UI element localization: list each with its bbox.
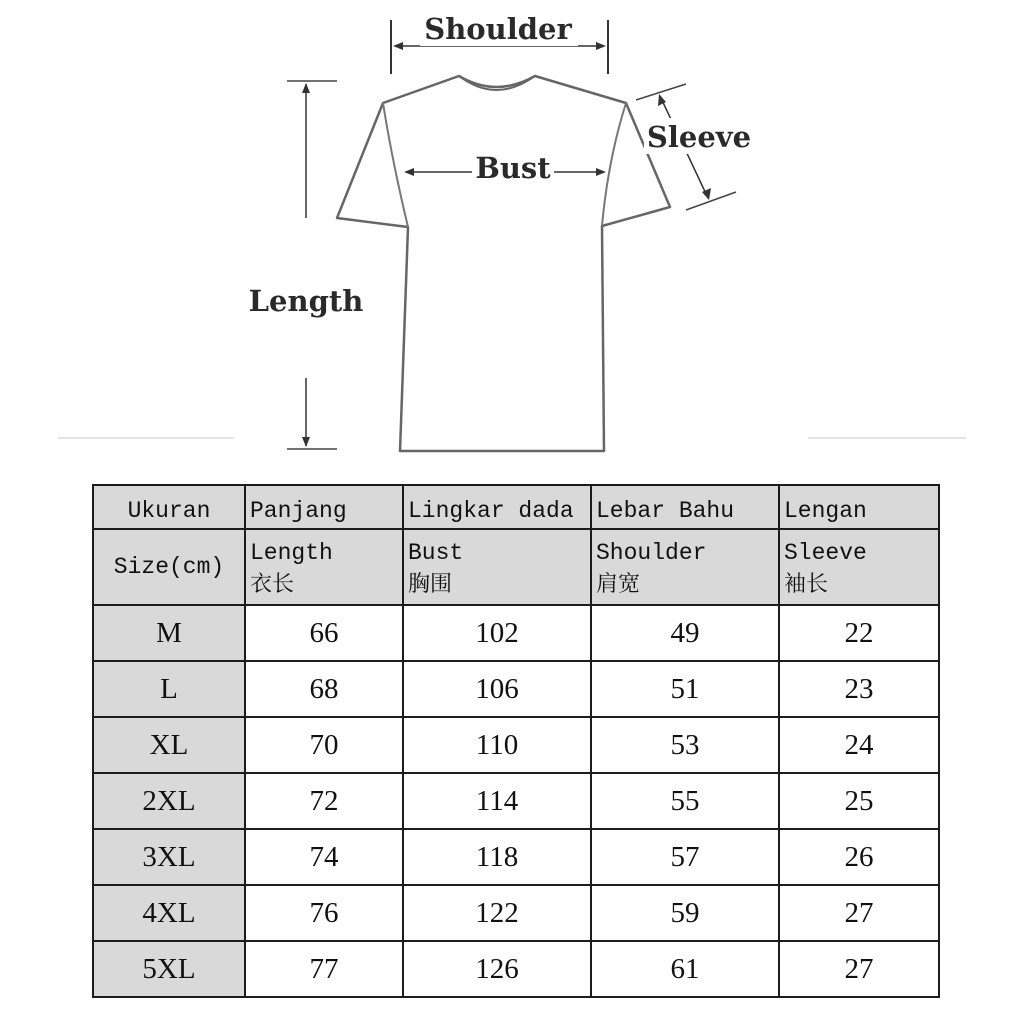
header-panjang: Panjang <box>245 485 403 529</box>
shoulder-cell: 53 <box>591 717 779 773</box>
header-size-cm: Size(cm) <box>93 529 245 605</box>
header-bust: Bust <box>408 540 464 566</box>
length-arrowhead-bottom <box>302 437 310 447</box>
size-cell: 3XL <box>93 829 245 885</box>
length-cell: 77 <box>245 941 403 997</box>
shoulder-cell: 49 <box>591 605 779 661</box>
length-cell: 68 <box>245 661 403 717</box>
table-row <box>93 941 939 997</box>
sleeve-cell: 27 <box>779 941 939 997</box>
size-chart-table <box>92 484 940 998</box>
header-shoulder: Shoulder <box>596 540 707 566</box>
header-lebar-bahu: Lebar Bahu <box>591 485 779 529</box>
header-length: Length <box>250 540 333 566</box>
sleeve-tick-bottom <box>686 192 736 210</box>
length-cell: 72 <box>245 773 403 829</box>
size-cell: L <box>93 661 245 717</box>
bust-label: Bust <box>475 151 551 185</box>
size-cell: 5XL <box>93 941 245 997</box>
header-row-english <box>93 529 939 605</box>
sleeve-cell: 24 <box>779 717 939 773</box>
shoulder-label: Shoulder <box>424 12 572 46</box>
header-bust-cell <box>403 529 591 605</box>
bust-cell: 102 <box>403 605 591 661</box>
shoulder-cell: 61 <box>591 941 779 997</box>
length-cell: 76 <box>245 885 403 941</box>
table-row <box>93 885 939 941</box>
bust-cell: 118 <box>403 829 591 885</box>
table-row <box>93 773 939 829</box>
table-row <box>93 661 939 717</box>
sleeve-cell: 26 <box>779 829 939 885</box>
tshirt-measurement-diagram <box>0 0 1024 470</box>
header-row-indonesian <box>93 485 939 529</box>
shoulder-cell: 55 <box>591 773 779 829</box>
sleeve-label: Sleeve <box>646 120 752 154</box>
table-row <box>93 605 939 661</box>
header-sleeve-cn: 袖长 <box>784 572 829 597</box>
header-shoulder-cn: 肩宽 <box>596 572 641 597</box>
size-cell: M <box>93 605 245 661</box>
length-cell: 66 <box>245 605 403 661</box>
header-sleeve-cell <box>779 529 939 605</box>
header-length-cell <box>245 529 403 605</box>
shoulder-arrowhead-left <box>393 42 403 50</box>
header-lengan: Lengan <box>779 485 939 529</box>
shoulder-arrowhead-right <box>596 42 606 50</box>
header-ukuran: Ukuran <box>93 485 245 529</box>
length-arrowhead-top <box>302 83 310 93</box>
shoulder-cell: 57 <box>591 829 779 885</box>
length-label: Length <box>248 284 364 318</box>
sleeve-cell: 23 <box>779 661 939 717</box>
header-shoulder-cell <box>591 529 779 605</box>
header-lingkar-dada: Lingkar dada <box>403 485 591 529</box>
header-sleeve: Sleeve <box>784 540 867 566</box>
sleeve-cell: 22 <box>779 605 939 661</box>
size-cell: 4XL <box>93 885 245 941</box>
size-cell: XL <box>93 717 245 773</box>
bust-cell: 122 <box>403 885 591 941</box>
bust-cell: 110 <box>403 717 591 773</box>
shoulder-cell: 59 <box>591 885 779 941</box>
length-cell: 74 <box>245 829 403 885</box>
bust-cell: 106 <box>403 661 591 717</box>
table-row <box>93 829 939 885</box>
header-length-cn: 衣长 <box>250 572 295 597</box>
bust-cell: 114 <box>403 773 591 829</box>
sleeve-arrowhead-top <box>658 94 666 106</box>
size-cell: 2XL <box>93 773 245 829</box>
sleeve-cell: 27 <box>779 885 939 941</box>
bust-cell: 126 <box>403 941 591 997</box>
length-cell: 70 <box>245 717 403 773</box>
shoulder-cell: 51 <box>591 661 779 717</box>
sleeve-cell: 25 <box>779 773 939 829</box>
header-bust-cn: 胸围 <box>408 572 453 597</box>
table-row <box>93 717 939 773</box>
